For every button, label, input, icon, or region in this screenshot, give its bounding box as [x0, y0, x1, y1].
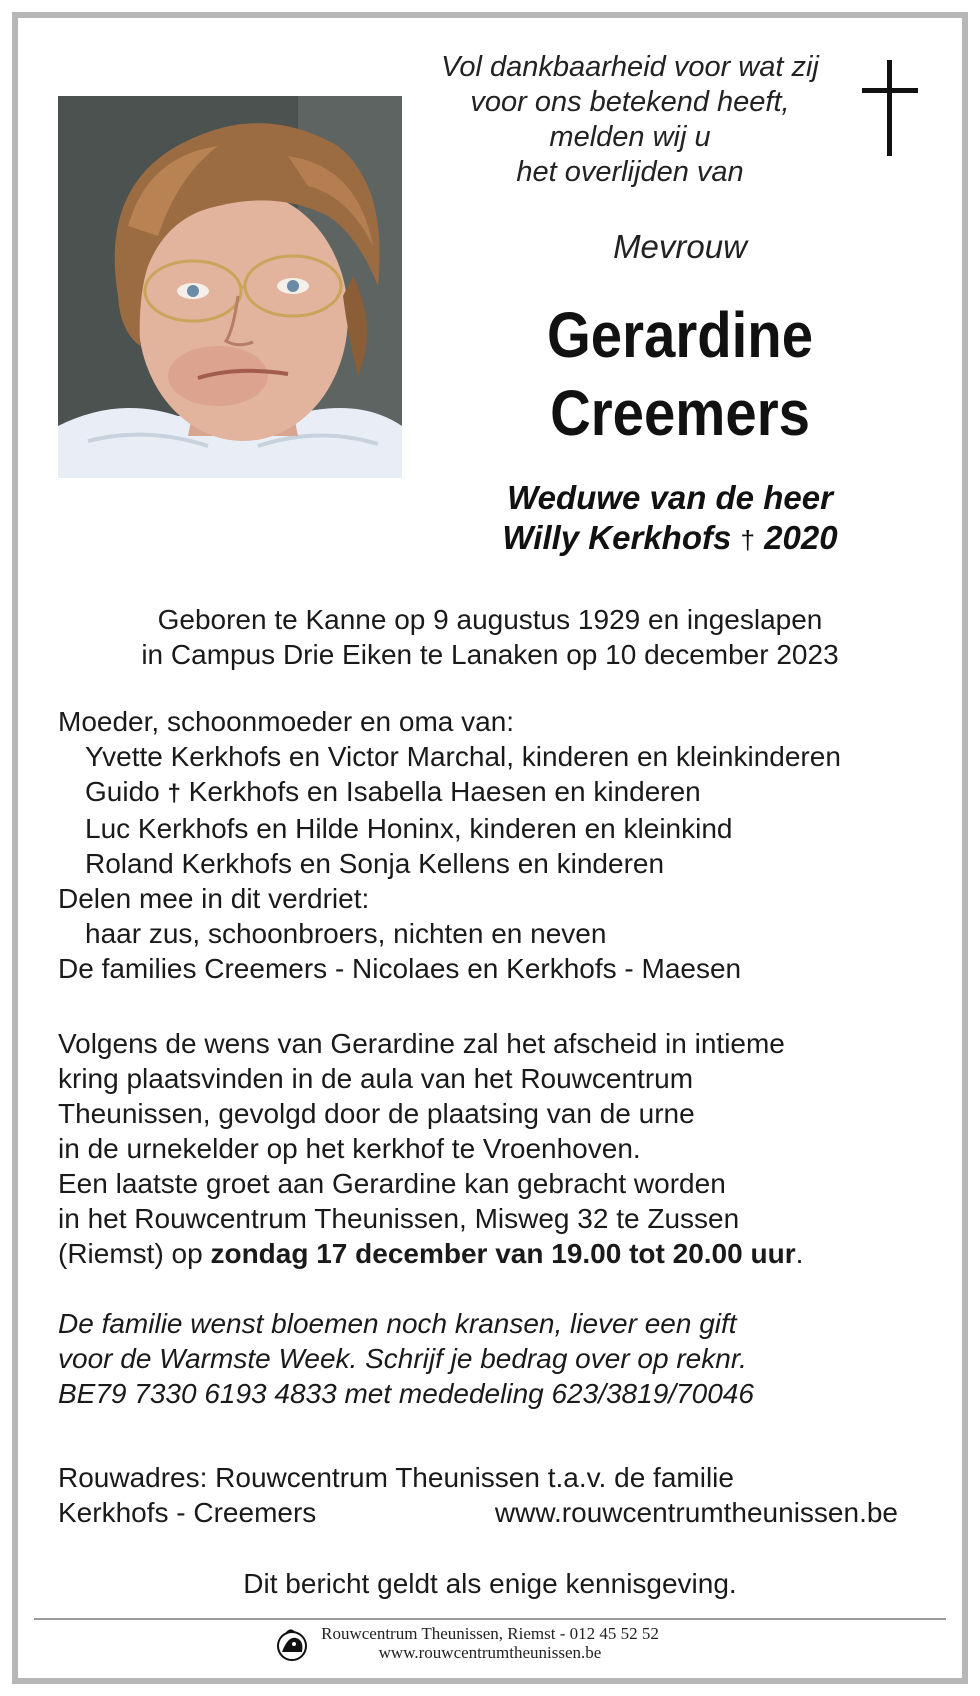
rouwadres-line-2: [58, 1495, 898, 1530]
first-name: Gerardine: [546, 299, 814, 371]
portrait-photo: [58, 96, 402, 478]
rouwadres-line-1: Rouwadres: Rouwcentrum Theunissen t.a.v. de familie: [58, 1462, 734, 1493]
flowers-info: [58, 1306, 958, 1411]
spouse-name: Willy Kerkhofs: [502, 519, 732, 556]
guido-first-name: Guido: [85, 776, 160, 807]
deceased-name: [460, 296, 900, 452]
family-list: [58, 704, 958, 986]
family-member: Roland Kerkhofs en Sonja Kellens en kinderen: [85, 848, 665, 879]
intro-line: voor ons betekend heeft,: [470, 86, 790, 118]
families-line: De families Creemers - Nicolaes en Kerkhofs - Maesen: [58, 953, 742, 984]
funeral-home-logo-icon: [274, 1626, 310, 1666]
birth-death-info: [0, 602, 980, 672]
flowers-line: voor de Warmste Week. Schrijf je bedrag over op reknr.: [58, 1343, 747, 1374]
spouse-line-2: [420, 518, 920, 560]
footer-line-2[interactable]: www.rouwcentrumtheunissen.be: [378, 1643, 602, 1662]
ceremony-line: Theunissen, gevolgd door de plaatsing van de urne: [58, 1098, 695, 1129]
intro-line: Vol dankbaarheid voor wat zij: [441, 51, 819, 83]
footer-line-1: Rouwcentrum Theunissen, Riemst - 012 45 52 52: [321, 1624, 659, 1643]
notice-text: Dit bericht geldt als enige kennisgeving.: [243, 1568, 737, 1599]
guido-rest: Kerkhofs en Isabella Haesen en kinderen: [188, 776, 701, 807]
intro-text: [380, 50, 880, 190]
deceased-cross-icon: †: [167, 780, 181, 807]
share-heading: Delen mee in dit verdriet:: [58, 883, 370, 914]
birth-line-1: Geboren te Kanne op 9 augustus 1929 en ingeslapen: [157, 604, 823, 635]
share-line: haar zus, schoonbroers, nichten en neven: [85, 918, 607, 949]
ceremony-last-line: [58, 1236, 958, 1271]
flowers-line: De familie wenst bloemen noch kransen, liever een gift: [58, 1308, 737, 1339]
family-member: Luc Kerkhofs en Hilde Honinx, kinderen en kleinkind: [85, 813, 733, 844]
footer-divider: [34, 1618, 946, 1620]
small-cross-icon: †: [740, 525, 755, 555]
ceremony-line: kring plaatsvinden in de aula van het Rouwcentrum: [58, 1063, 694, 1094]
flowers-line: BE79 7330 6193 4833 met mededeling 623/3819/70046: [58, 1378, 754, 1409]
spouse-info: [420, 478, 920, 560]
spouse-line-1: Weduwe van de heer: [507, 479, 833, 516]
footer: [0, 1624, 980, 1662]
ceremony-line: Een laatste groet aan Gerardine kan gebracht worden: [58, 1168, 726, 1199]
rouwadres-family: Kerkhofs - Creemers: [58, 1497, 317, 1528]
family-heading: Moeder, schoonmoeder en oma van:: [58, 706, 515, 737]
ceremony-info: [58, 1026, 958, 1271]
last-name: Creemers: [550, 377, 810, 449]
spouse-death-year: 2020: [764, 519, 838, 556]
ceremony-line: in het Rouwcentrum Theunissen, Misweg 32 te Zussen: [58, 1203, 740, 1234]
intro-line: melden wij u: [549, 121, 711, 153]
rouwadres: [58, 1460, 918, 1530]
intro-line: het overlijden van: [516, 156, 744, 188]
ceremony-line: Volgens de wens van Gerardine zal het afscheid in intieme: [58, 1028, 785, 1059]
ceremony-last-suffix: .: [795, 1238, 804, 1269]
rouwadres-website[interactable]: www.rouwcentrumtheunissen.be: [494, 1497, 898, 1528]
visitation-time: zondag 17 december van 19.00 tot 20.00 uur: [210, 1238, 796, 1269]
birth-line-2: in Campus Drie Eiken te Lanaken op 10 december 2023: [141, 639, 839, 670]
family-member: Yvette Kerkhofs en Victor Marchal, kinderen en kleinkinderen: [85, 741, 841, 772]
honorific: Mevrouw: [613, 228, 747, 265]
portrait-illustration: [58, 96, 402, 478]
ceremony-line: in de urnekelder op het kerkhof te Vroenhoven.: [58, 1133, 641, 1164]
family-member-guido: [58, 774, 958, 811]
ceremony-last-prefix: (Riemst) op: [58, 1238, 211, 1269]
